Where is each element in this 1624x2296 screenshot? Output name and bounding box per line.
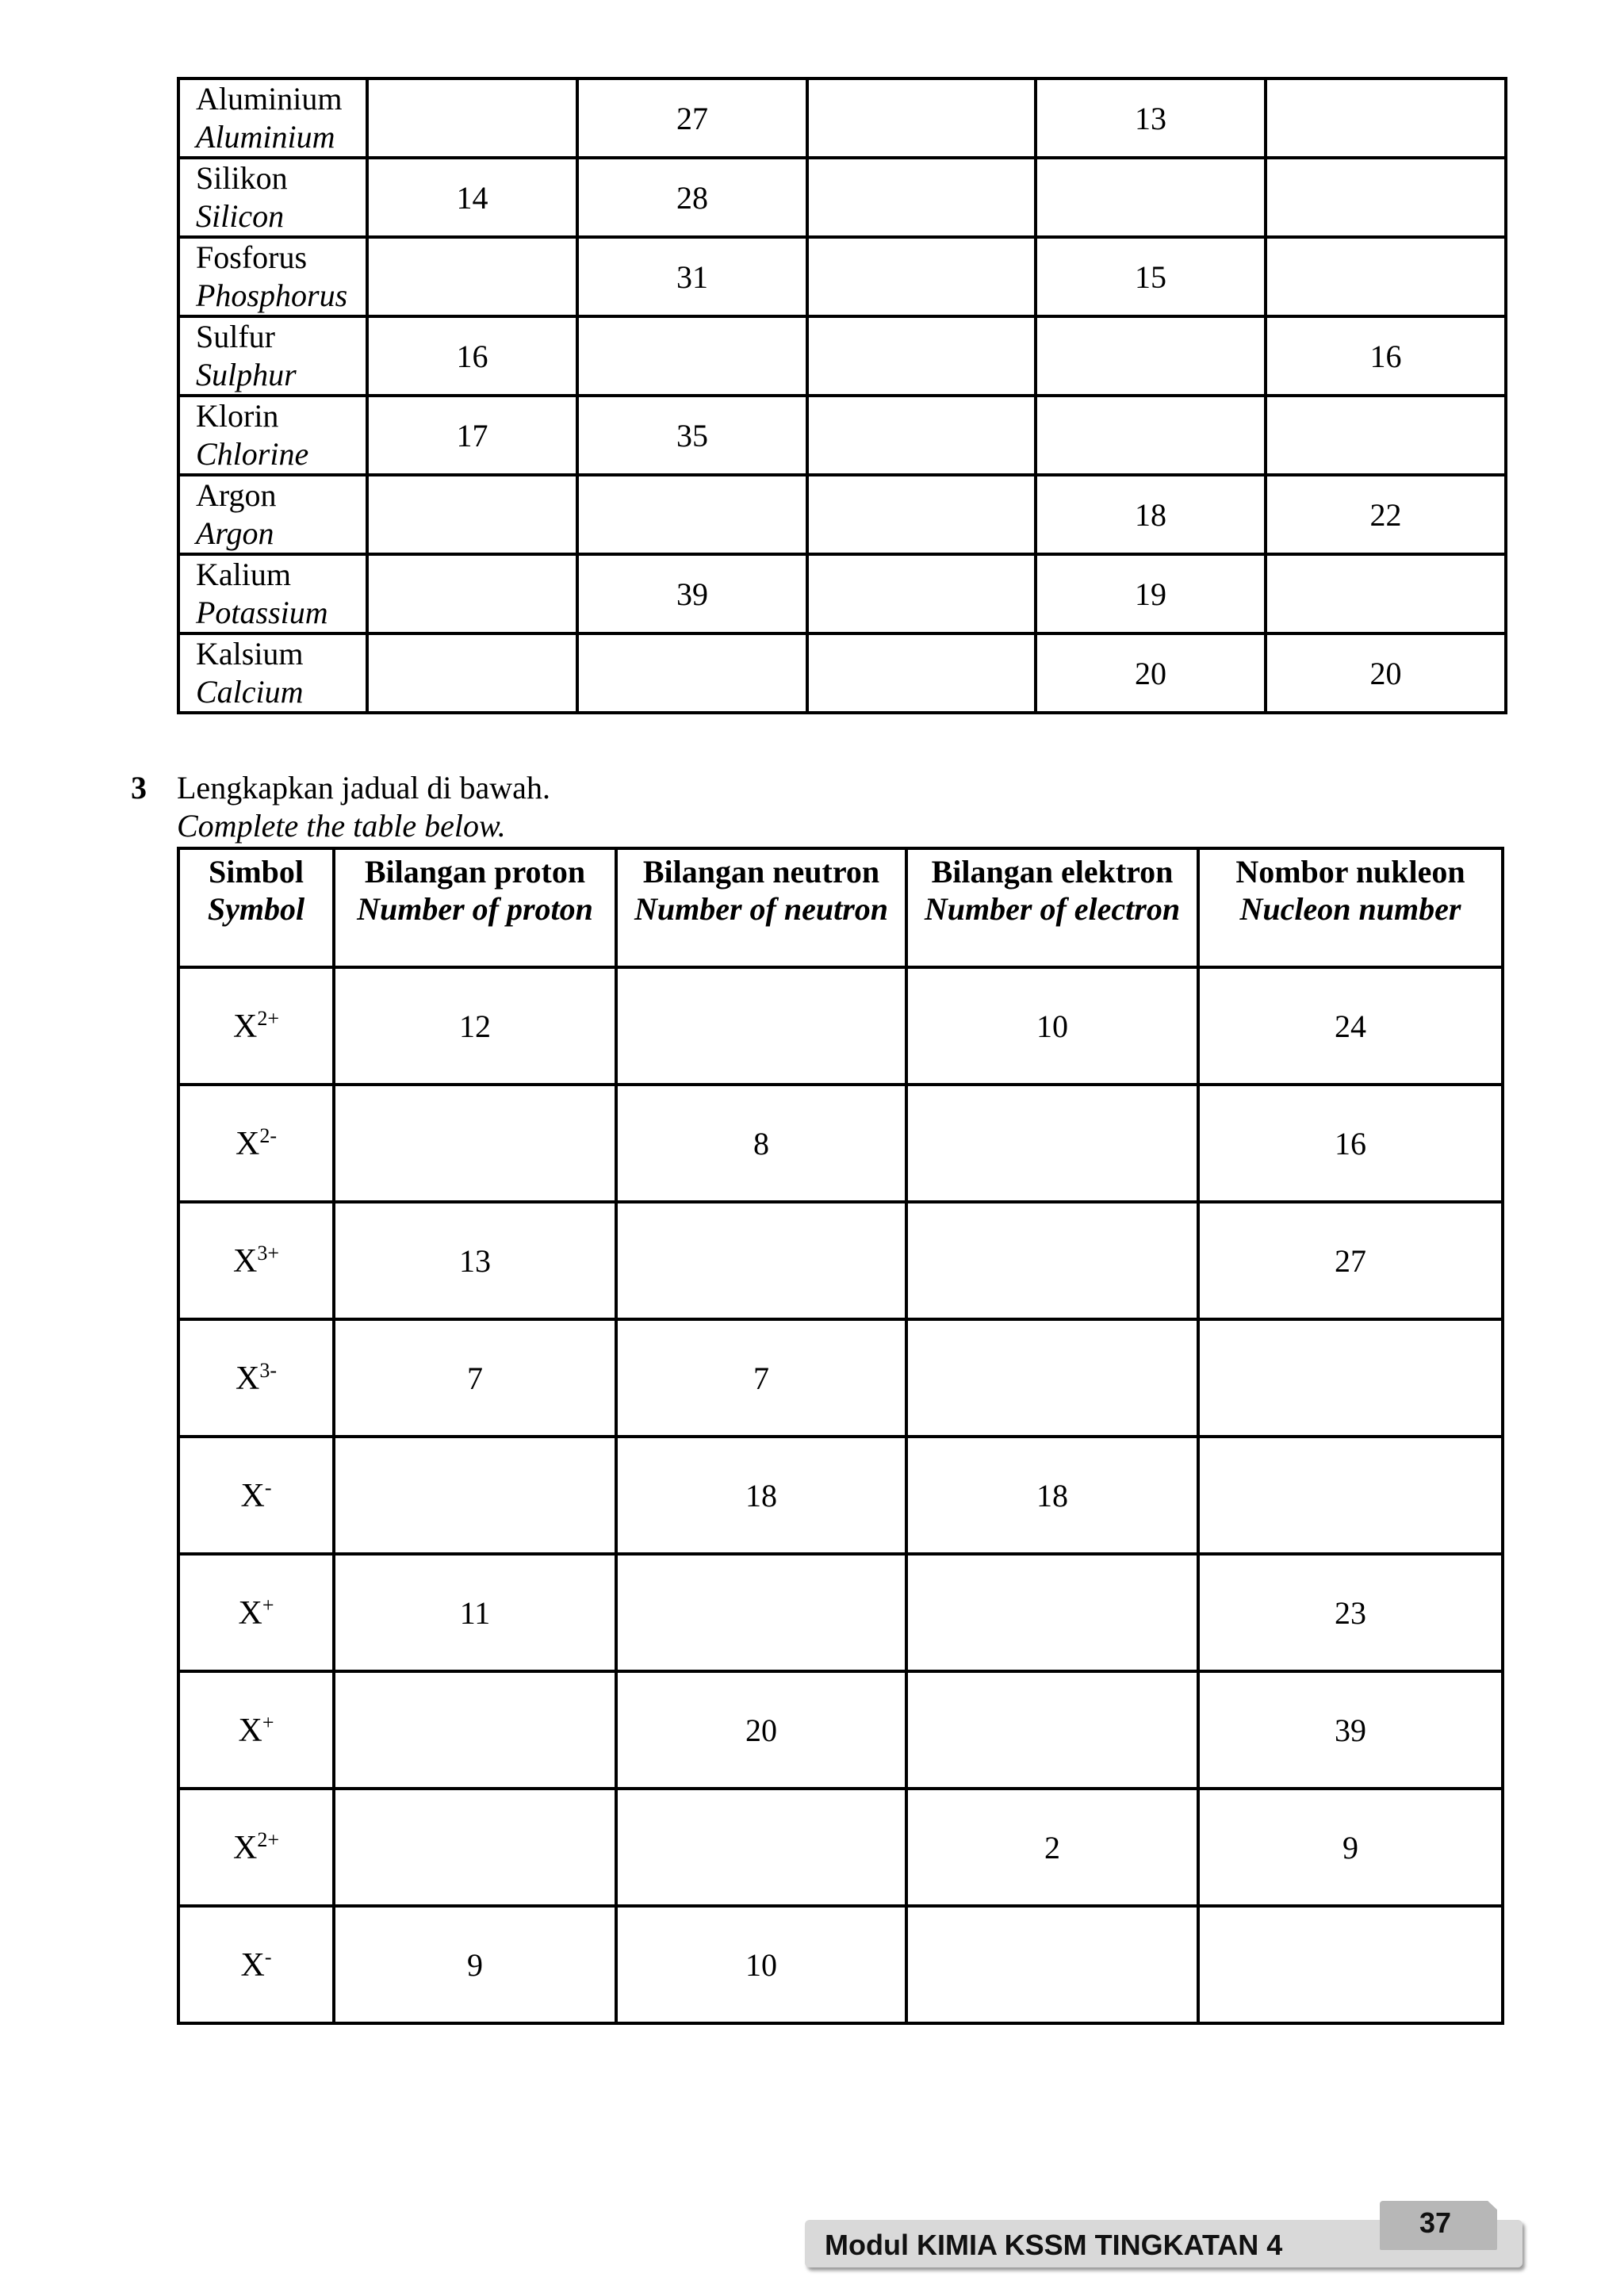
element-value-cell xyxy=(807,554,1036,633)
element-table xyxy=(177,77,1507,714)
element-value-cell xyxy=(807,78,1036,158)
instruction-english: Complete the table below. xyxy=(177,808,506,844)
element-value-cell xyxy=(577,316,807,396)
neutron-cell xyxy=(616,1789,906,1906)
ion-symbol: X xyxy=(235,1360,260,1397)
ion-row xyxy=(178,1437,1503,1554)
element-value-cell: 17 xyxy=(367,396,577,475)
element-name-malay: Kalium xyxy=(196,557,291,592)
element-value-cell: 31 xyxy=(577,237,807,316)
neutron-cell: 7 xyxy=(616,1319,906,1437)
neutron-cell: 18 xyxy=(616,1437,906,1554)
neutron-cell xyxy=(616,1202,906,1319)
element-value-cell xyxy=(807,475,1036,554)
electron-cell: 18 xyxy=(906,1437,1198,1554)
header-nucleon: Nombor nukleon Nucleon number xyxy=(1198,848,1503,967)
ion-symbol: X xyxy=(232,1829,258,1866)
element-value-cell xyxy=(807,633,1036,713)
element-name-cell xyxy=(178,396,367,475)
element-name-english: Phosphorus xyxy=(196,277,348,313)
element-value-cell xyxy=(1266,554,1506,633)
element-table-body xyxy=(178,78,1506,713)
ion-charge: 3- xyxy=(259,1358,277,1382)
proton-cell: 9 xyxy=(334,1906,616,2023)
ion-charge: - xyxy=(264,1475,272,1499)
ion-symbol-cell xyxy=(178,967,334,1085)
element-value-cell: 28 xyxy=(577,158,807,237)
element-name-malay: Aluminium xyxy=(196,81,343,117)
element-name-cell xyxy=(178,554,367,633)
element-name-english: Aluminium xyxy=(196,119,335,155)
header-neutron: Bilangan neutron Number of neutron xyxy=(616,848,906,967)
electron-cell xyxy=(906,1906,1198,2023)
ion-symbol-cell xyxy=(178,1789,334,1906)
ion-symbol-cell xyxy=(178,1085,334,1202)
element-name-malay: Silikon xyxy=(196,160,288,196)
ion-symbol-cell xyxy=(178,1319,334,1437)
neutron-cell: 10 xyxy=(616,1906,906,2023)
element-name-malay: Argon xyxy=(196,477,277,513)
electron-cell xyxy=(906,1085,1198,1202)
electron-cell xyxy=(906,1202,1198,1319)
element-name-english: Silicon xyxy=(196,198,285,234)
element-value-cell: 20 xyxy=(1036,633,1266,713)
element-value-cell xyxy=(1266,237,1506,316)
ion-symbol-cell xyxy=(178,1671,334,1789)
element-value-cell: 20 xyxy=(1266,633,1506,713)
element-row xyxy=(178,554,1506,633)
element-value-cell: 15 xyxy=(1036,237,1266,316)
nucleon-cell: 24 xyxy=(1198,967,1503,1085)
nucleon-cell xyxy=(1198,1437,1503,1554)
element-name-cell xyxy=(178,237,367,316)
question-number: 3 xyxy=(131,770,147,806)
element-name-malay: Kalsium xyxy=(196,636,304,672)
ion-charge: + xyxy=(262,1593,274,1617)
nucleon-cell: 23 xyxy=(1198,1554,1503,1671)
element-value-cell xyxy=(1036,158,1266,237)
header-electron: Bilangan elektron Number of electron xyxy=(906,848,1198,967)
instruction-malay: Lengkapkan jadual di bawah. xyxy=(177,770,550,806)
ion-charge: 2+ xyxy=(257,1006,279,1030)
nucleon-cell xyxy=(1198,1319,1503,1437)
element-value-cell: 39 xyxy=(577,554,807,633)
element-name-cell xyxy=(178,158,367,237)
ion-row xyxy=(178,1085,1503,1202)
proton-cell: 7 xyxy=(334,1319,616,1437)
ion-charge: 2- xyxy=(259,1123,277,1147)
nucleon-cell: 39 xyxy=(1198,1671,1503,1789)
neutron-cell xyxy=(616,1554,906,1671)
ion-charge: 2+ xyxy=(257,1827,279,1851)
electron-cell xyxy=(906,1554,1198,1671)
element-name-english: Chlorine xyxy=(196,436,309,472)
element-value-cell: 27 xyxy=(577,78,807,158)
proton-cell: 13 xyxy=(334,1202,616,1319)
ion-table-header-row xyxy=(178,848,1503,967)
ion-table xyxy=(177,847,1504,2025)
element-name-malay: Fosforus xyxy=(196,239,308,275)
element-value-cell xyxy=(367,633,577,713)
footer-title: Modul KIMIA KSSM TINGKATAN 4 xyxy=(825,2229,1283,2261)
electron-cell: 10 xyxy=(906,967,1198,1085)
element-name-malay: Sulfur xyxy=(196,319,275,354)
element-name-cell xyxy=(178,633,367,713)
ion-row xyxy=(178,1319,1503,1437)
proton-cell xyxy=(334,1671,616,1789)
header-proton: Bilangan proton Number of proton xyxy=(334,848,616,967)
proton-cell xyxy=(334,1085,616,1202)
proton-cell: 12 xyxy=(334,967,616,1085)
element-value-cell: 22 xyxy=(1266,475,1506,554)
element-value-cell xyxy=(807,396,1036,475)
proton-cell: 11 xyxy=(334,1554,616,1671)
element-row xyxy=(178,633,1506,713)
element-value-cell xyxy=(807,158,1036,237)
ion-row xyxy=(178,1554,1503,1671)
element-value-cell xyxy=(807,237,1036,316)
ion-symbol-cell xyxy=(178,1554,334,1671)
element-name-cell xyxy=(178,78,367,158)
neutron-cell xyxy=(616,967,906,1085)
electron-cell xyxy=(906,1319,1198,1437)
element-value-cell xyxy=(807,316,1036,396)
element-row xyxy=(178,158,1506,237)
ion-symbol: X xyxy=(232,1242,258,1280)
ion-symbol: X xyxy=(240,1946,265,1984)
ion-symbol-cell xyxy=(178,1202,334,1319)
ion-row xyxy=(178,967,1503,1085)
element-value-cell: 35 xyxy=(577,396,807,475)
element-value-cell xyxy=(367,475,577,554)
ion-row xyxy=(178,1789,1503,1906)
ion-symbol: X xyxy=(240,1477,265,1514)
ion-symbol: X xyxy=(238,1594,262,1632)
nucleon-cell: 27 xyxy=(1198,1202,1503,1319)
element-value-cell xyxy=(1266,158,1506,237)
element-name-english: Sulphur xyxy=(196,357,297,392)
nucleon-cell: 16 xyxy=(1198,1085,1503,1202)
element-name-english: Calcium xyxy=(196,674,304,710)
element-name-cell xyxy=(178,475,367,554)
element-value-cell: 19 xyxy=(1036,554,1266,633)
nucleon-cell xyxy=(1198,1906,1503,2023)
proton-cell xyxy=(334,1789,616,1906)
element-name-english: Argon xyxy=(196,515,274,551)
ion-charge: + xyxy=(262,1710,274,1734)
element-value-cell xyxy=(577,633,807,713)
element-value-cell xyxy=(367,237,577,316)
element-row xyxy=(178,316,1506,396)
ion-row xyxy=(178,1906,1503,2023)
element-name-english: Potassium xyxy=(196,595,328,630)
ion-symbol-cell xyxy=(178,1437,334,1554)
electron-cell: 2 xyxy=(906,1789,1198,1906)
element-row xyxy=(178,396,1506,475)
neutron-cell: 8 xyxy=(616,1085,906,1202)
element-value-cell: 16 xyxy=(367,316,577,396)
ion-symbol: X xyxy=(232,1008,258,1045)
page-number: 37 xyxy=(1419,2206,1452,2239)
ion-charge: - xyxy=(264,1945,272,1969)
element-value-cell xyxy=(367,554,577,633)
header-symbol: Simbol Symbol xyxy=(178,848,334,967)
element-value-cell: 14 xyxy=(367,158,577,237)
question-instruction xyxy=(177,769,550,845)
element-value-cell xyxy=(577,475,807,554)
element-name-cell xyxy=(178,316,367,396)
ion-symbol: X xyxy=(235,1125,260,1162)
element-value-cell xyxy=(1036,316,1266,396)
element-row xyxy=(178,475,1506,554)
element-value-cell xyxy=(1266,396,1506,475)
ion-row xyxy=(178,1202,1503,1319)
nucleon-cell: 9 xyxy=(1198,1789,1503,1906)
ion-table-body xyxy=(178,967,1503,2023)
element-value-cell: 16 xyxy=(1266,316,1506,396)
element-row xyxy=(178,237,1506,316)
ion-symbol: X xyxy=(238,1712,262,1749)
element-value-cell: 18 xyxy=(1036,475,1266,554)
element-row xyxy=(178,78,1506,158)
ion-symbol-cell xyxy=(178,1906,334,2023)
electron-cell xyxy=(906,1671,1198,1789)
element-value-cell: 13 xyxy=(1036,78,1266,158)
proton-cell xyxy=(334,1437,616,1554)
ion-charge: 3+ xyxy=(257,1241,279,1265)
element-value-cell xyxy=(1036,396,1266,475)
element-value-cell xyxy=(367,78,577,158)
neutron-cell: 20 xyxy=(616,1671,906,1789)
ion-row xyxy=(178,1671,1503,1789)
element-name-malay: Klorin xyxy=(196,398,279,434)
element-value-cell xyxy=(1266,78,1506,158)
